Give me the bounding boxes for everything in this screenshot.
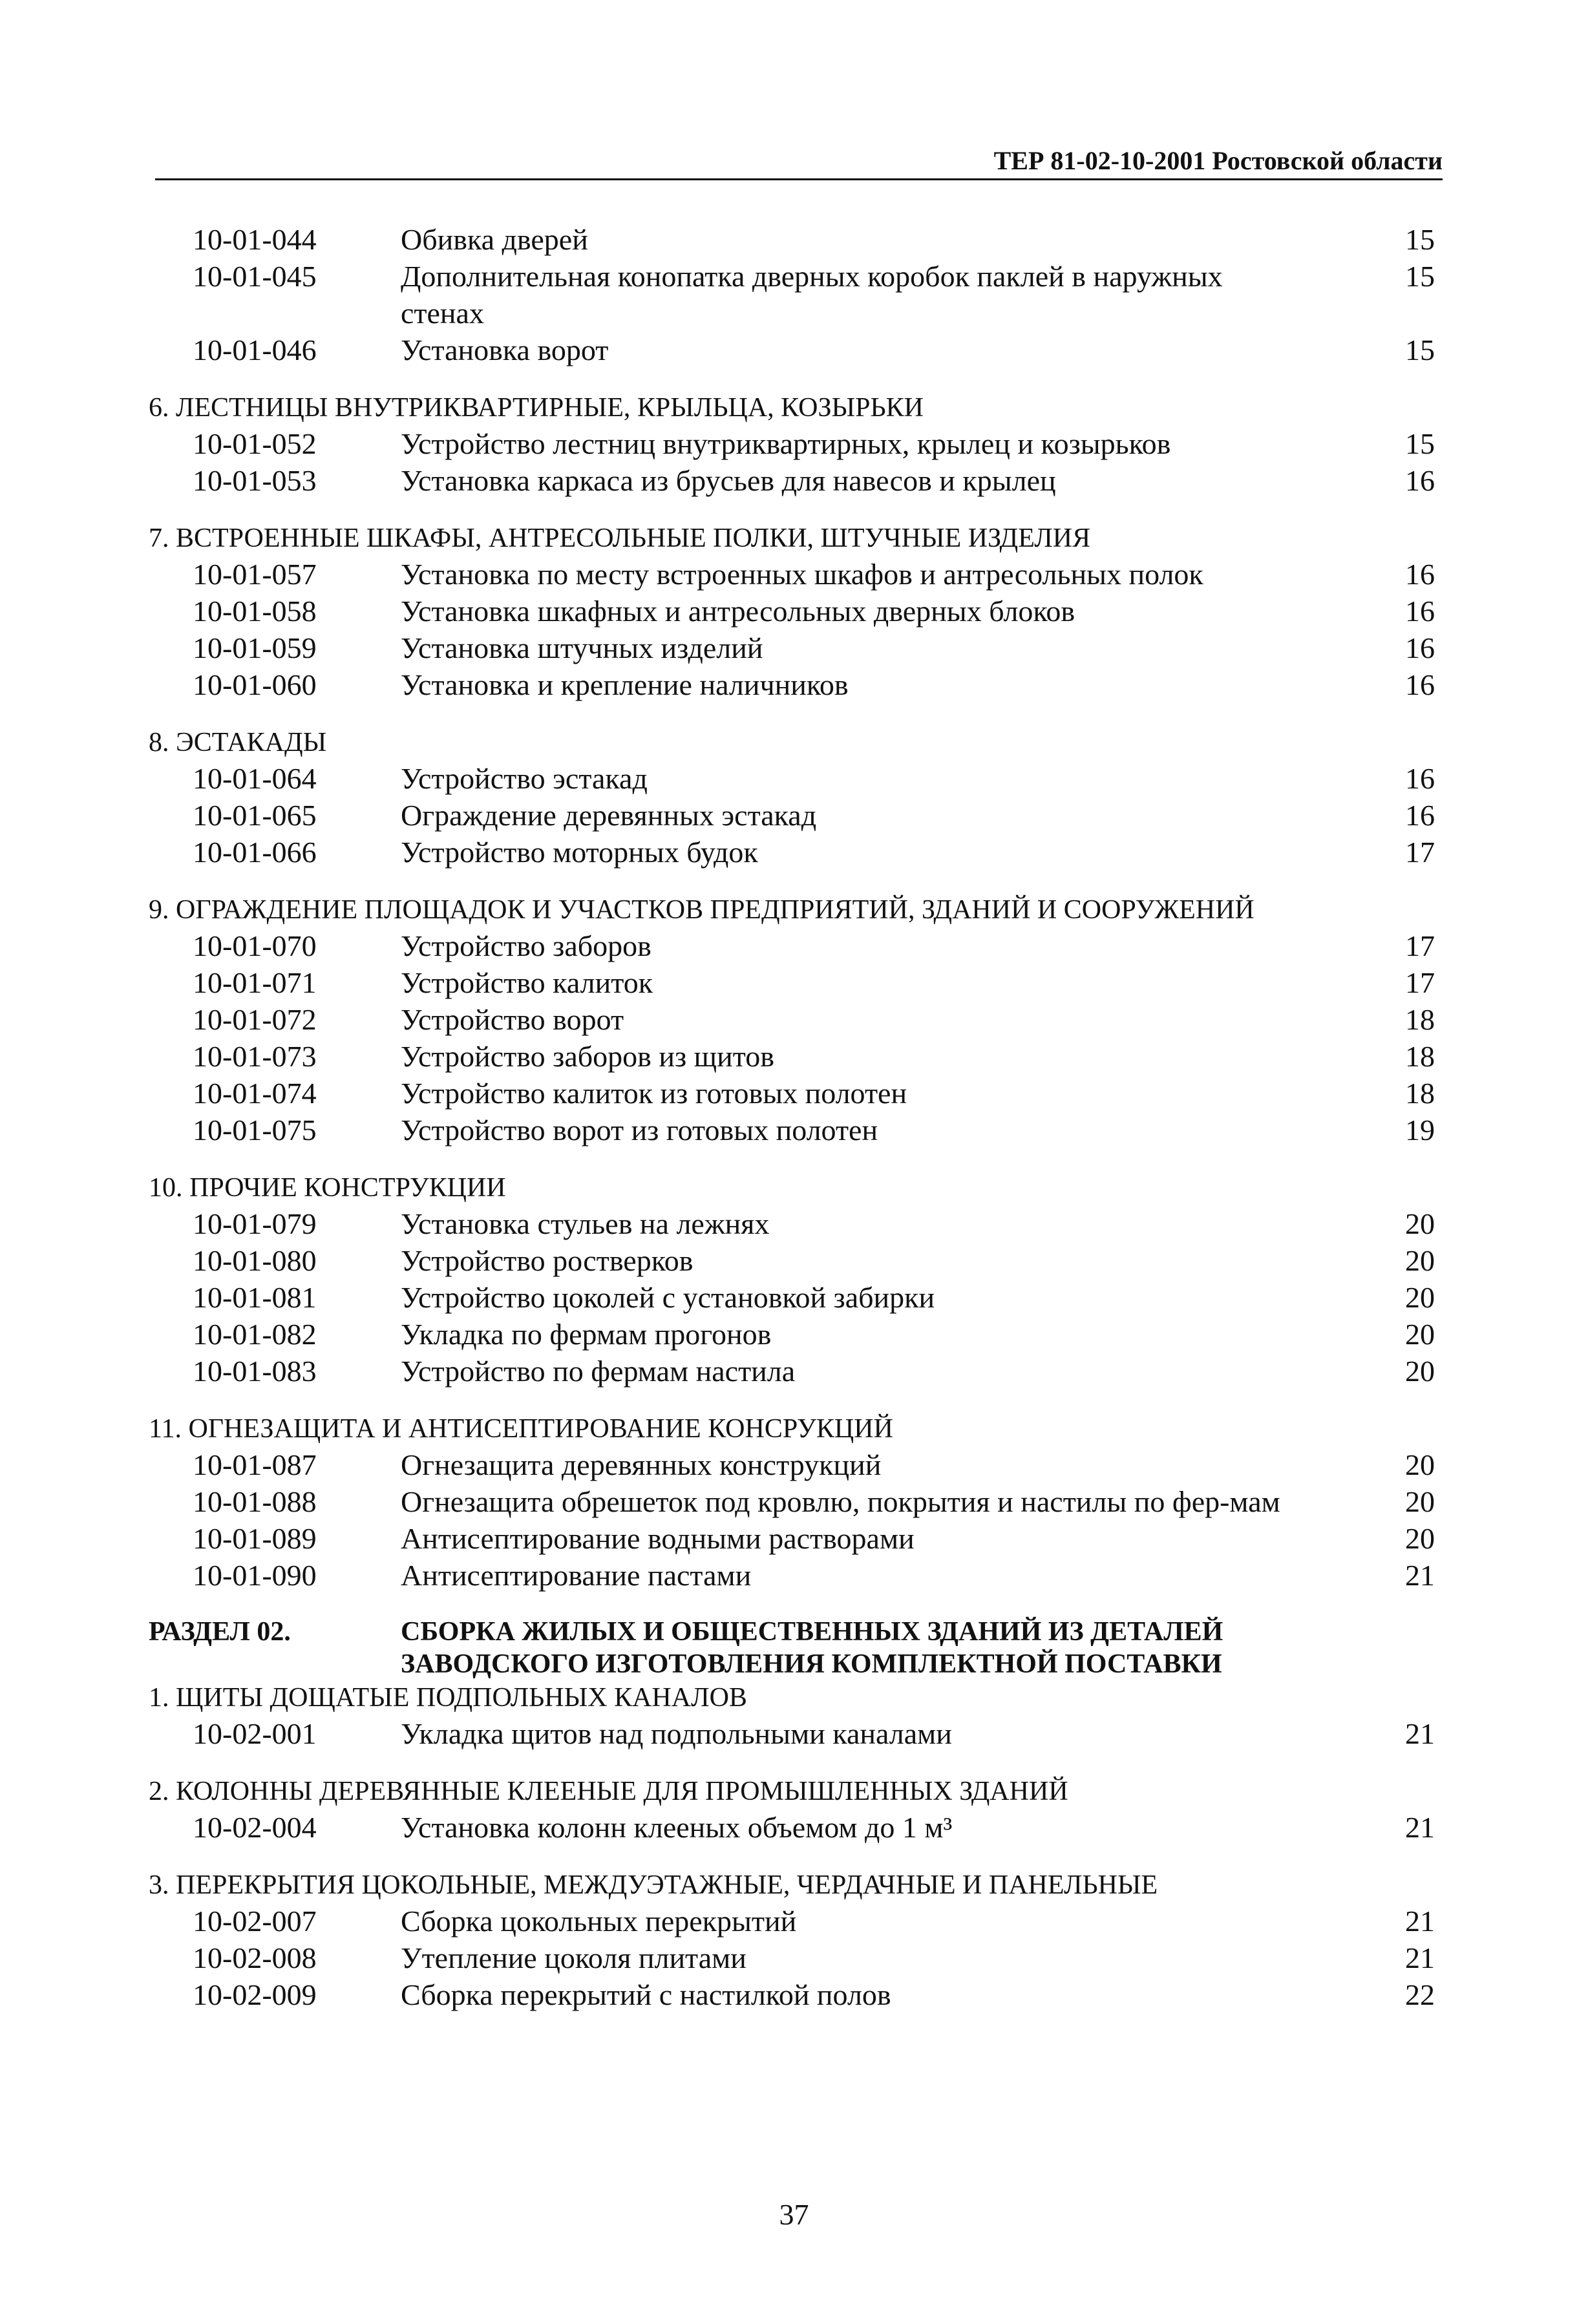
toc-page: 20 <box>1405 1207 1435 1240</box>
toc-page: 19 <box>1405 1114 1435 1146</box>
toc-row <box>149 1205 1448 1242</box>
section-heading: 9. ОГРАЖДЕНИЕ ПЛОЩАДОК И УЧАСТКОВ ПРЕДПРИЯТИЙ, ЗДАНИЙ И СООРУЖЕНИЙ <box>149 895 1255 925</box>
toc-page: 16 <box>1405 799 1435 832</box>
toc-title: Установка ворот <box>401 333 609 366</box>
toc-row <box>149 834 1448 871</box>
toc-code: 10-01-089 <box>193 1522 317 1555</box>
toc-title: Устройство моторных будок <box>401 836 758 869</box>
section-heading: 11. ОГНЕЗАЩИТА И АНТИСЕПТИРОВАНИЕ КОНСРУКЦИЙ <box>149 1414 893 1444</box>
section-heading: 7. ВСТРОЕННЫЕ ШКАФЫ, АНТРЕСОЛЬНЫЕ ПОЛКИ, ШТУЧНЫЕ ИЗДЕЛИЯ <box>149 523 1091 553</box>
toc-page: 20 <box>1405 1318 1435 1351</box>
toc-page: 16 <box>1405 595 1435 628</box>
toc-row <box>149 1520 1448 1557</box>
toc-row <box>149 629 1448 666</box>
table-of-contents <box>149 221 1448 2035</box>
document-header <box>155 145 1443 180</box>
toc-row <box>149 1001 1448 1038</box>
toc-title: Установка колонн клееных объемом до 1 м³ <box>401 1811 953 1844</box>
toc-title: Антисептирование пастами <box>401 1559 752 1592</box>
toc-section <box>149 725 1448 871</box>
toc-page: 21 <box>1405 1559 1435 1592</box>
toc-top-group <box>149 221 1448 368</box>
toc-code: 10-01-057 <box>193 558 317 591</box>
section-heading: 6. ЛЕСТНИЦЫ ВНУТРИКВАРТИРНЫЕ, КРЫЛЬЦА, КОЗЫРЬКИ <box>149 393 924 423</box>
toc-code: 10-01-090 <box>193 1559 317 1592</box>
toc-row <box>149 425 1448 462</box>
toc-page: 20 <box>1405 1244 1435 1277</box>
toc-code: 10-01-045 <box>193 260 317 293</box>
part-label: РАЗДЕЛ 02. <box>149 1617 291 1647</box>
toc-title: Устройство ворот из готовых полотен <box>401 1114 878 1146</box>
toc-code: 10-01-052 <box>193 427 317 460</box>
toc-page: 20 <box>1405 1522 1435 1555</box>
part-title-line: ЗАВОДСКОГО ИЗГОТОВЛЕНИЯ КОМПЛЕКТНОЙ ПОСТАВКИ <box>401 1649 1222 1679</box>
toc-page: 20 <box>1405 1281 1435 1314</box>
toc-page: 18 <box>1405 1040 1435 1073</box>
toc-title: Устройство лестниц внутриквартирных, крылец и козырьков <box>401 427 1171 460</box>
toc-page: 17 <box>1405 836 1435 869</box>
toc-row <box>149 1715 1448 1752</box>
toc-row <box>149 462 1448 499</box>
toc-title: Укладка щитов над подпольными каналами <box>401 1717 952 1750</box>
toc-row <box>149 556 1448 593</box>
toc-row <box>149 1279 1448 1316</box>
toc-code: 10-01-053 <box>193 464 317 497</box>
toc-code: 10-01-082 <box>193 1318 317 1351</box>
toc-page: 16 <box>1405 558 1435 591</box>
toc-row <box>149 1557 1448 1594</box>
toc-code: 10-01-070 <box>193 929 317 962</box>
toc-page: 16 <box>1405 762 1435 795</box>
toc-title: Сборка цокольных перекрытий <box>401 1905 797 1938</box>
toc-code: 10-02-008 <box>193 1941 317 1974</box>
toc-page: 21 <box>1405 1941 1435 1974</box>
toc-row <box>149 1075 1448 1112</box>
toc-section <box>149 1170 1448 1389</box>
toc-title: Укладка по фермам прогонов <box>401 1318 772 1351</box>
document-title: ТЕР 81-02-10-2001 Ростовской области <box>993 146 1443 175</box>
toc-page: 18 <box>1405 1077 1435 1110</box>
toc-section <box>149 390 1448 499</box>
toc-title: Установка шкафных и антресольных дверных блоков <box>401 595 1075 628</box>
toc-title: Антисептирование водными растворами <box>401 1522 915 1555</box>
toc-title: Устройство эстакад <box>401 762 648 795</box>
section-heading: 2. КОЛОННЫ ДЕРЕВЯННЫЕ КЛЕЕНЫЕ ДЛЯ ПРОМЫШЛЕННЫХ ЗДАНИЙ <box>149 1777 1068 1806</box>
toc-code: 10-01-066 <box>193 836 317 869</box>
toc-row <box>149 1353 1448 1389</box>
toc-section <box>149 1868 1448 2013</box>
toc-row <box>149 593 1448 629</box>
part-title <box>401 1616 1312 1680</box>
section-heading: 1. ЩИТЫ ДОЩАТЫЕ ПОДПОЛЬНЫХ КАНАЛОВ <box>149 1683 747 1713</box>
toc-title: Обивка дверей <box>401 223 588 256</box>
section-heading: 8. ЭСТАКАДЫ <box>149 728 327 757</box>
toc-code: 10-02-001 <box>193 1717 317 1750</box>
toc-row <box>149 1112 1448 1148</box>
toc-code: 10-02-009 <box>193 1978 317 2011</box>
page-number: 37 <box>779 2198 809 2231</box>
toc-title: Сборка перекрытий с настилкой полов <box>401 1978 891 2011</box>
part-title-line: СБОРКА ЖИЛЫХ И ОБЩЕСТВЕННЫХ ЗДАНИЙ ИЗ ДЕТАЛЕЙ <box>401 1617 1223 1647</box>
section-heading: 3. ПЕРЕКРЫТИЯ ЦОКОЛЬНЫЕ, МЕЖДУЭТАЖНЫЕ, ЧЕРДАЧНЫЕ И ПАНЕЛЬНЫЕ <box>149 1870 1158 1900</box>
toc-section <box>149 893 1448 1148</box>
toc-page: 20 <box>1405 1485 1435 1518</box>
toc-code: 10-02-007 <box>193 1905 317 1938</box>
toc-title: Установка каркаса из брусьев для навесов и крылец <box>401 464 1056 497</box>
toc-title: Устройство ворот <box>401 1003 624 1036</box>
toc-section <box>149 1680 1448 1752</box>
toc-code: 10-01-060 <box>193 668 317 701</box>
toc-code: 10-01-074 <box>193 1077 317 1110</box>
toc-page: 15 <box>1405 427 1435 460</box>
toc-row <box>149 927 1448 964</box>
toc-section <box>149 1774 1448 1846</box>
toc-title: Установка стульев на лежнях <box>401 1207 770 1240</box>
toc-code: 10-01-072 <box>193 1003 317 1036</box>
toc-title: Устройство калиток из готовых полотен <box>401 1077 907 1110</box>
toc-code: 10-01-081 <box>193 1281 317 1314</box>
toc-page: 16 <box>1405 464 1435 497</box>
toc-code: 10-01-073 <box>193 1040 317 1073</box>
toc-code: 10-01-080 <box>193 1244 317 1277</box>
toc-title: Огнезащита деревянных конструкций <box>401 1448 882 1481</box>
toc-row <box>149 258 1448 332</box>
toc-row <box>149 1446 1448 1483</box>
toc-code: 10-01-065 <box>193 799 317 832</box>
toc-row <box>149 1939 1448 1976</box>
toc-page: 22 <box>1405 1978 1435 2011</box>
toc-page: 21 <box>1405 1811 1435 1844</box>
toc-row <box>149 1976 1448 2013</box>
toc-code: 10-01-079 <box>193 1207 317 1240</box>
toc-code: 10-02-004 <box>193 1811 317 1844</box>
toc-row <box>149 1316 1448 1353</box>
toc-row <box>149 1809 1448 1846</box>
toc-row <box>149 221 1448 258</box>
toc-row <box>149 964 1448 1001</box>
toc-row <box>149 1038 1448 1075</box>
toc-title: Устройство цоколей с установкой забирки <box>401 1281 935 1314</box>
toc-page: 17 <box>1405 929 1435 962</box>
toc-code: 10-01-071 <box>193 966 317 999</box>
toc-page: 16 <box>1405 668 1435 701</box>
toc-row <box>149 1903 1448 1939</box>
toc-code: 10-01-058 <box>193 595 317 628</box>
toc-row <box>149 666 1448 703</box>
toc-title: Установка и крепление наличников <box>401 668 849 701</box>
toc-code: 10-01-064 <box>193 762 317 795</box>
toc-title: Устройство по фермам настила <box>401 1355 796 1388</box>
toc-row <box>149 1242 1448 1279</box>
toc-title: Утепление цоколя плитами <box>401 1941 746 1974</box>
toc-page: 20 <box>1405 1448 1435 1481</box>
toc-page: 16 <box>1405 631 1435 664</box>
toc-code: 10-01-059 <box>193 631 317 664</box>
toc-row <box>149 332 1448 368</box>
toc-section <box>149 521 1448 703</box>
toc-code: 10-01-044 <box>193 223 317 256</box>
toc-page: 15 <box>1405 260 1435 293</box>
toc-code: 10-01-075 <box>193 1114 317 1146</box>
toc-title: Ограждение деревянных эстакад <box>401 799 817 832</box>
toc-code: 10-01-046 <box>193 333 317 366</box>
toc-page: 15 <box>1405 223 1435 256</box>
toc-page: 15 <box>1405 333 1435 366</box>
toc-row <box>149 760 1448 797</box>
toc-code: 10-01-088 <box>193 1485 317 1518</box>
toc-title: Огнезащита обрешеток под кровлю, покрытия и настилы по фер-мам <box>401 1485 1280 1518</box>
toc-page: 21 <box>1405 1905 1435 1938</box>
toc-page: 21 <box>1405 1717 1435 1750</box>
toc-page: 18 <box>1405 1003 1435 1036</box>
toc-title: Устройство заборов из щитов <box>401 1040 774 1073</box>
toc-row <box>149 1483 1448 1520</box>
toc-section <box>149 1411 1448 1594</box>
toc-page: 17 <box>1405 966 1435 999</box>
toc-code: 10-01-087 <box>193 1448 317 1481</box>
toc-row <box>149 797 1448 834</box>
toc-title: Устройство ростверков <box>401 1244 693 1277</box>
toc-title: Устройство заборов <box>401 929 651 962</box>
toc-title: Устройство калиток <box>401 966 653 999</box>
toc-page: 20 <box>1405 1355 1435 1388</box>
toc-title: Дополнительная конопатка дверных коробок паклей в наружных стенах <box>401 260 1223 330</box>
toc-code: 10-01-083 <box>193 1355 317 1388</box>
toc-title: Установка по месту встроенных шкафов и антресольных полок <box>401 558 1203 591</box>
section-heading: 10. ПРОЧИЕ КОНСТРУКЦИИ <box>149 1173 506 1203</box>
part-heading <box>149 1616 1448 1680</box>
toc-title: Установка штучных изделий <box>401 631 763 664</box>
